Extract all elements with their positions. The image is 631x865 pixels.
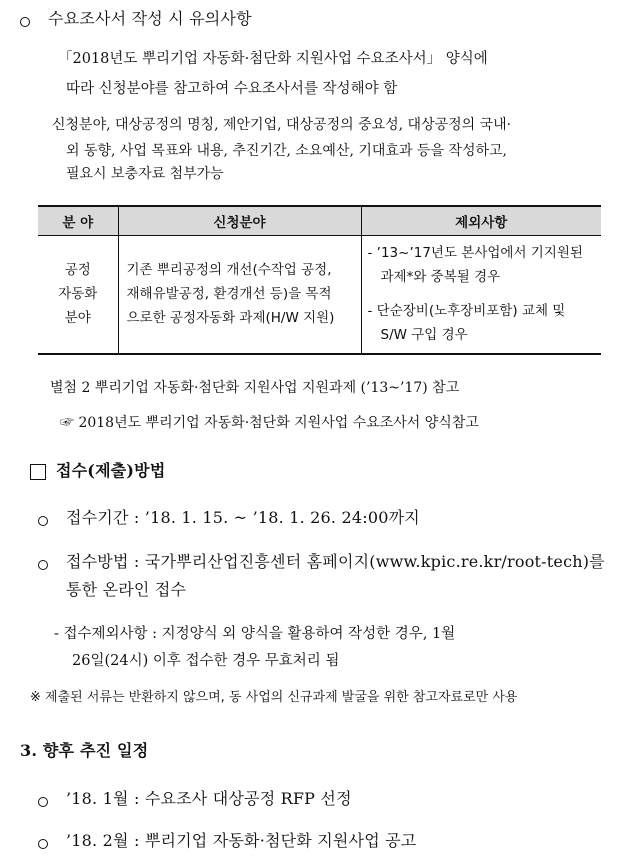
note-dash1-line2: 따라 신청분야를 참고하여 수요조사서를 작성해야 함 — [66, 81, 398, 97]
note-star2: 별첨 2 뿌리기업 자동화·첨단화 지원사업 지원과제 (’13~’17) 참고 — [50, 380, 460, 396]
reception-note: ※ 제출된 서류는 반환하지 않으며, 동 사업의 신규과제 발굴을 위한 참고자료로만 사용 — [30, 690, 518, 705]
header-apply: 신청분야 — [118, 206, 361, 236]
bullet-circle-icon — [20, 17, 30, 27]
reception-period: 접수기간 : ’18. 1. 15. ~ ’18. 1. 26. 24:00까지 — [66, 508, 420, 527]
exclusion-line: 과제*와 중복될 경우 — [380, 269, 501, 286]
exclusion-line: S/W 구입 경우 — [380, 327, 468, 344]
field-line: 분야 — [64, 310, 91, 327]
field-line: 자동화 — [58, 286, 98, 303]
apply-line: 재해유발공정, 환경개선 등)을 목적 — [126, 286, 332, 303]
reception-method-text: 국가뿌리산업진흥센터 홈페이지(www.kpic.re.kr/root-tech)를 — [144, 552, 605, 571]
bullet-circle-icon — [38, 797, 48, 807]
note-star1-line2: 외 동향, 사업 목표와 내용, 추진기간, 소요예산, 기대효과 등을 작성하고, — [66, 143, 507, 159]
application-table — [38, 205, 601, 355]
schedule-item: ’18. 2월 : 뿌리기업 자동화·첨단화 지원사업 공고 — [66, 831, 417, 850]
reception-method-line2: 통한 온라인 접수 — [66, 580, 187, 599]
header-field: 분 야 — [38, 206, 118, 236]
apply-line: 기존 뿌리공정의 개선(수작업 공정, — [126, 262, 332, 279]
bullet-circle-icon — [38, 516, 48, 526]
note-dash1-line1: 「2018년도 뿌리기업 자동화·첨단화 지원사업 수요조사서」 양식에 — [58, 51, 488, 67]
reception-method-label: 접수방법 : — [66, 552, 145, 571]
note-star1-line1: 신청분야, 대상공정의 명칭, 제안기업, 대상공정의 중요성, 대상공정의 국내· — [52, 117, 512, 133]
header-exclusions: 제외사항 — [361, 206, 601, 236]
note-star1-line3: 필요시 보충자료 첨부가능 — [66, 166, 224, 182]
bullet-circle-icon — [38, 839, 48, 849]
cell-exclusions — [361, 236, 601, 354]
reception-heading: 접수(제출)방법 — [56, 461, 166, 480]
field-line: 공정 — [64, 262, 91, 279]
notes-heading: 수요조사서 작성 시 유의사항 — [48, 9, 252, 28]
exclusion-line: - ’13~’17년도 본사업에서 기지원된 — [367, 245, 583, 262]
reception-exclusion-line2: 26일(24시) 이후 접수한 경우 무효처리 됨 — [72, 653, 340, 669]
reception-method-line1 — [66, 554, 605, 570]
bullet-circle-icon — [38, 560, 48, 570]
note-ref: ☞ 2018년도 뿌리기업 자동화·첨단화 지원사업 수요조사서 양식참고 — [60, 415, 479, 431]
section-square-icon — [30, 464, 46, 480]
cell-field — [38, 236, 118, 354]
reception-exclusion-line1: - 접수제외사항 : 지정양식 외 양식을 활용하여 작성한 경우, 1월 — [54, 626, 456, 642]
cell-apply — [118, 236, 361, 354]
schedule-heading: 3. 향후 추진 일정 — [20, 741, 149, 760]
exclusion-line: - 단순장비(노후장비포함) 교체 및 — [367, 303, 566, 320]
apply-line: 으로한 공정자동화 과제(H/W 지원) — [126, 310, 335, 327]
schedule-item: ’18. 1월 : 수요조사 대상공정 RFP 선정 — [66, 789, 352, 808]
